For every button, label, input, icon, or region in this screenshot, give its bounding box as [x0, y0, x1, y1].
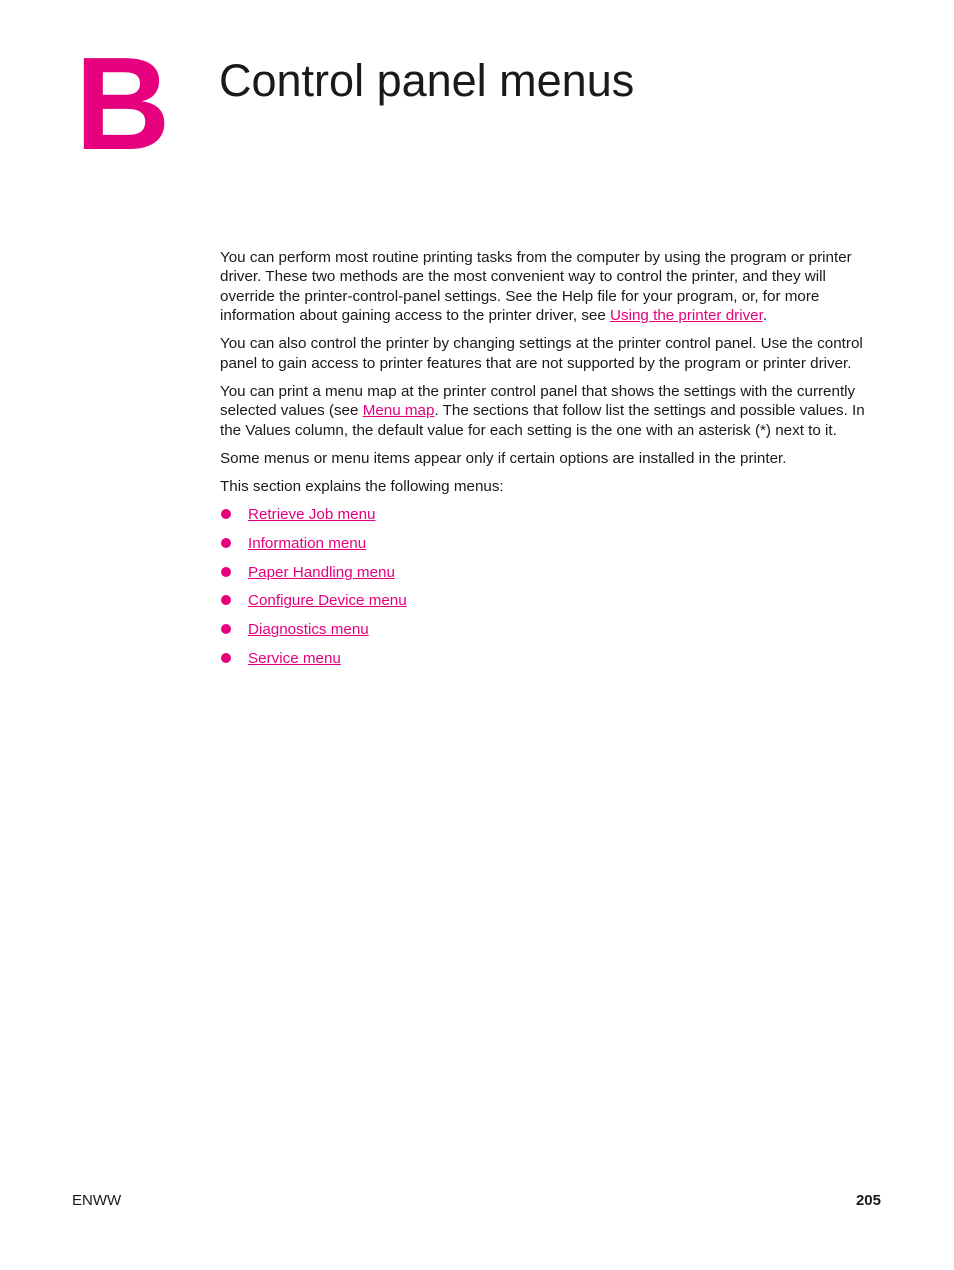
- footer-label: ENWW: [72, 1192, 122, 1209]
- menu-map-text-end: . The sections that follow list the settings and possible values. In the Values column, the default value for each setting is the one with an asterisk (*) next to it.: [220, 402, 865, 439]
- list-item: [220, 505, 880, 534]
- menu-map-link[interactable]: Menu map: [362, 402, 435, 420]
- menu-link-list: [220, 505, 880, 678]
- menus-intro-paragraph: This section explains the following menus:: [220, 477, 504, 495]
- chapter-letter: B: [75, 30, 169, 177]
- paper-handling-menu-link[interactable]: Paper Handling menu: [248, 563, 395, 581]
- intro-text: You can perform most routine printing tasks from the computer by using the program or printer driver. These two methods are the most convenient way to control the printer, and they will override the printer-control-panel settings. See the Help file for your program, or, for more information about gaining access to the printer driver, see: [220, 249, 852, 325]
- diagnostics-menu-link[interactable]: Diagnostics menu: [248, 621, 369, 639]
- menu-map-text: You can print a menu map at the printer control panel that shows the settings with the currently selected values (see: [220, 382, 856, 420]
- list-item: [220, 563, 880, 592]
- retrieve-job-menu-link[interactable]: Retrieve Job menu: [248, 505, 376, 523]
- chapter-title: Control panel menus: [219, 55, 635, 106]
- information-menu-link[interactable]: Information menu: [248, 534, 367, 552]
- bullet-icon: [221, 538, 231, 548]
- bullet-icon: [221, 595, 231, 605]
- list-item: [220, 534, 880, 563]
- control-panel-paragraph: You can also control the printer by changing settings at the printer control panel. Use the control panel to gain access to printer features that are not supported by the program or printer driver.: [220, 335, 863, 372]
- using-printer-driver-link[interactable]: Using the printer driver: [610, 307, 763, 325]
- configure-device-menu-link[interactable]: Configure Device menu: [248, 592, 407, 610]
- bullet-icon: [221, 653, 231, 663]
- intro-paragraph: [220, 248, 880, 326]
- menu-map-paragraph: [220, 382, 880, 440]
- bullet-icon: [221, 567, 231, 577]
- intro-text-end: .: [762, 307, 768, 325]
- service-menu-link[interactable]: Service menu: [248, 649, 341, 667]
- options-note-paragraph: Some menus or menu items appear only if certain options are installed in the printer.: [220, 449, 787, 467]
- list-item: [220, 591, 880, 620]
- chapter-body: [220, 248, 880, 678]
- list-item: [220, 649, 880, 678]
- bullet-icon: [221, 624, 231, 634]
- page-number: 205: [855, 1192, 881, 1209]
- bullet-icon: [221, 509, 231, 519]
- list-item: [220, 620, 880, 649]
